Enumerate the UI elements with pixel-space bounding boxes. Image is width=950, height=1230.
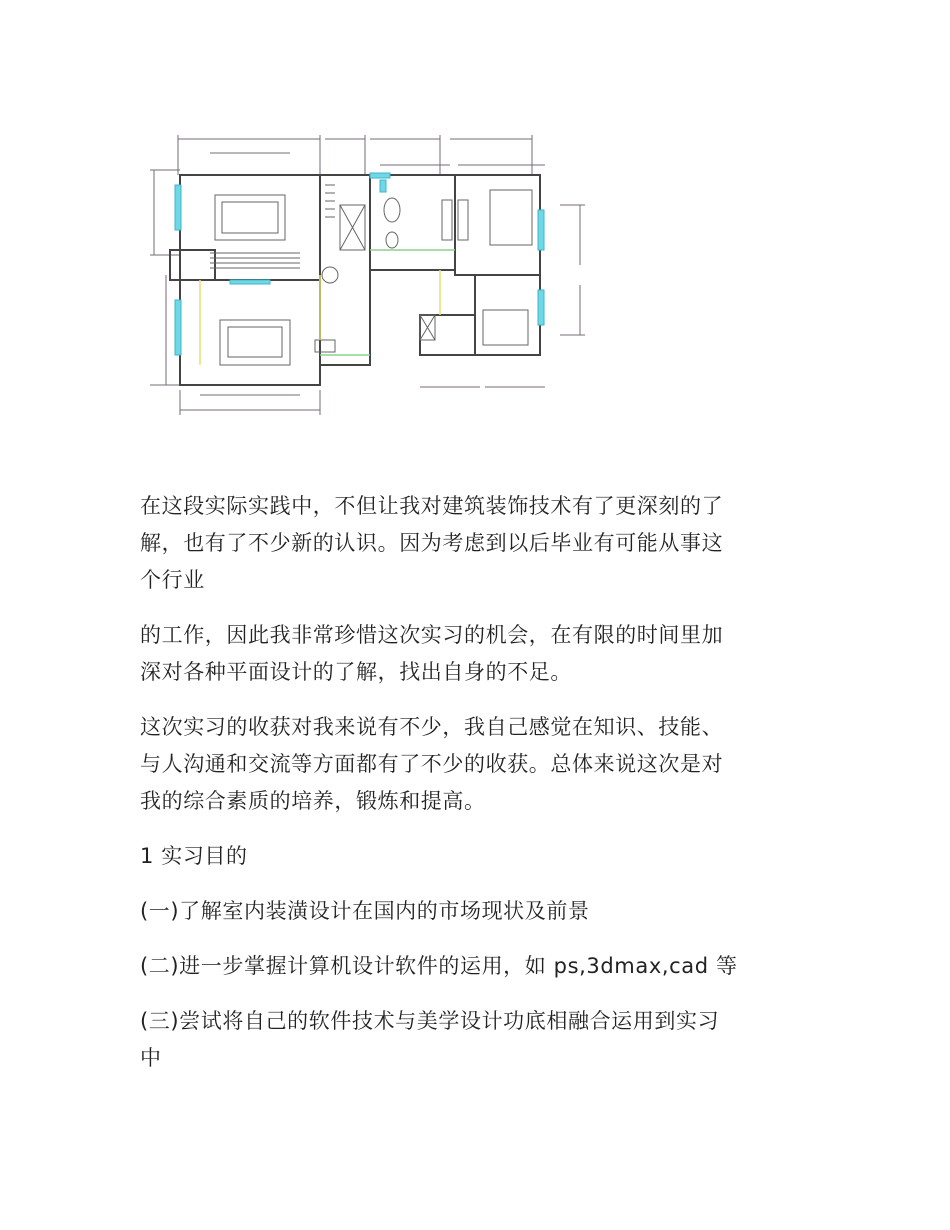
section-heading-text: 1 实习目的 <box>140 844 248 868</box>
list-item <box>140 893 820 930</box>
list-item <box>140 1003 820 1077</box>
paragraph-text: 这次实习的收获对我来说有不少，我自己感觉在知识、技能、 与人沟通和交流等方面都有了不少的收获。总体来说这次是对 我的综合素质的培养，锻炼和提高。 <box>140 715 724 813</box>
paragraph-text: 在这段实际实践中，不但让我对建筑装饰技术有了更深刻的了 解，也有了不少新的认识。因为考虑到以后毕业有可能从事这 个行业 <box>140 494 724 592</box>
floor-plan-drawing <box>140 125 600 425</box>
list-item <box>140 948 820 985</box>
section-heading <box>140 838 820 875</box>
list-item-text: (二)进一步掌握计算机设计软件的运用，如 ps,3dmax,cad 等 <box>140 954 738 978</box>
paragraph-2 <box>140 617 820 691</box>
paragraph-text: 的工作，因此我非常珍惜这次实习的机会，在有限的时间里加 深对各种平面设计的了解，找出自身的不足。 <box>140 623 724 684</box>
list-item-text: (一)了解室内装潢设计在国内的市场现状及前景 <box>140 899 590 923</box>
paragraph-3 <box>140 709 820 820</box>
paragraph-1 <box>140 488 820 599</box>
floor-plan-icon <box>140 125 600 425</box>
list-item-text: (三)尝试将自己的软件技术与美学设计功底相融合运用到实习 中 <box>140 1009 720 1070</box>
